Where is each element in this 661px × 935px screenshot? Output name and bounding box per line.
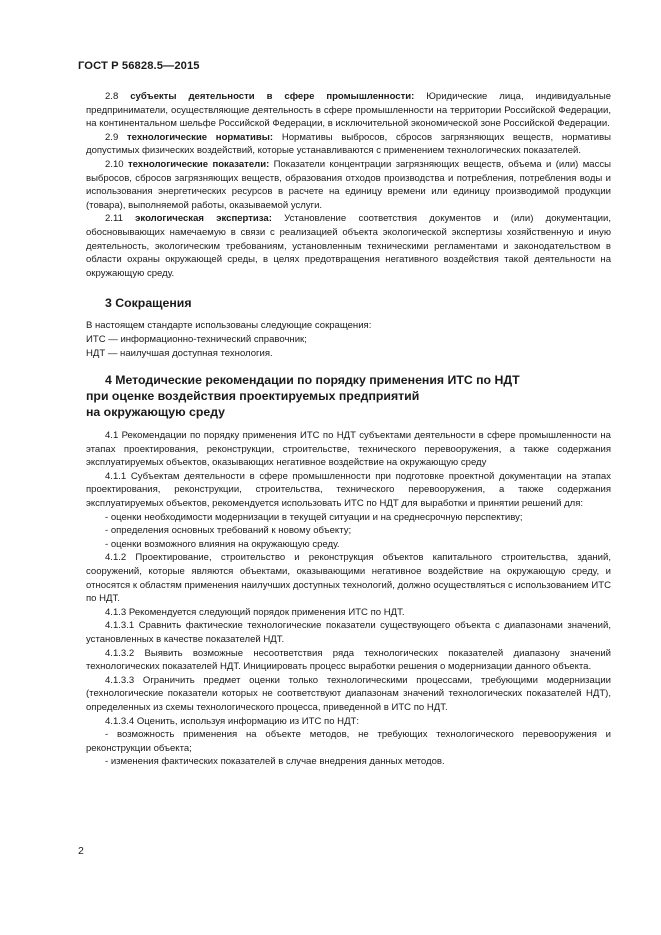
section-4-heading-line: на окружающую среду bbox=[86, 405, 226, 420]
document-body bbox=[86, 90, 611, 769]
definition-2-10: 2.10 технологические показатели: Показатели концентрации загрязняющих веществ, объема и (или) массы выбросов, сбросов загрязняющих веществ, образования отходов производства и потребления, потребления воды и использования энергетических ресурсов в расчете на единицу времени или единицу производимой продукции (товара), выполняемой работы, оказываемой услуги. bbox=[86, 158, 611, 211]
list-item: - возможность применения на объекте методов, не требующих технологического перевооружения и реконструкции объекта; bbox=[86, 729, 611, 754]
paragraph-4-1-3-2: 4.1.3.2 Выявить возможные несоответствия ряда технологических показателей диапазону значений технологических показателей НДТ. Инициировать процесс выработки решения о модернизации данного объекта. bbox=[86, 647, 611, 673]
paragraph-4-1: 4.1 Рекомендации по порядку применения ИТС по НДТ субъектами деятельности в сфере промышленности на этапах проектирования, реконструкции, строительстве, технического перевооружения, а также содержания эксплуатируемых объектов, оказывающих негативное воздействие на окружающую среду bbox=[86, 430, 611, 469]
paragraph-4-1-3-3: 4.1.3.3 Ограничить предмет оценки только технологическими процессами, требующими модернизации (технологические показатели которых не соответствуют диапазонам значений технологических показателей НДТ), определенных из схемы технологического процесса, приведенной в ИТС по НДТ. bbox=[86, 674, 611, 713]
section-4-heading-line: при оценке воздействия проектируемых предприятий bbox=[86, 389, 420, 404]
paragraph-4-1-1: 4.1.1 Субъектам деятельности в сфере промышленности при подготовке проектной документации на этапах проектирования, реконструкции, строительства, технического перевооружения, а также содержания эксплуатируемых объектов, рекомендуется использовать ИТС по НДТ для выработки и принятии решений для: bbox=[86, 470, 611, 510]
definition-2-9: 2.9 технологические нормативы: Нормативы выбросов, сбросов загрязняющих веществ, нормативы допустимых физических воздействий, которые устанавливаются с применением технологических показателей. bbox=[86, 131, 612, 157]
abbreviation-item: ИТС — информационно-технический справочник; bbox=[86, 333, 307, 345]
definition-2-11: 2.11 экологическая экспертиза: Установление соответствия документов и (или) документации, обосновывающих намечаемую в связи с реализацией объекта экологической экспертизы хозяйственную и иную деятельность, экологическим требованиям, установленным техническими регламентами и законодательством в области охраны окружающей среды, в целях предотвращения негативного воздействия такой деятельности на окружающую среду. bbox=[86, 213, 611, 279]
document-header: ГОСТ Р 56828.5—2015 bbox=[78, 60, 200, 72]
definition-2-8: 2.8 субъекты деятельности в сфере промышленности: Юридические лица, индивидуальные предприниматели, осуществляющие деятельность в сфере промышленности на территории Российской Федерации, на континентальном шельфе Российской Федерации, в исключительной экономической зоне Российской Федерации. bbox=[86, 91, 611, 130]
section-3-intro: В настоящем стандарте использованы следующие сокращения: bbox=[86, 320, 372, 332]
section-3-heading: 3 Сокращения bbox=[105, 296, 192, 311]
page-number: 2 bbox=[78, 845, 84, 857]
paragraph-4-1-3: 4.1.3 Рекомендуется следующий порядок применения ИТС по НДТ. bbox=[105, 606, 405, 618]
paragraph-4-1-2: 4.1.2 Проектирование, строительство и реконструкция объектов капитального строительства, зданий, сооружений, которые являются объектами, оказывающими негативное воздействие на окружающую среду, и относятся к областям применения наилучших доступных технологий, должно осуществляться с использованием ИТС по НДТ. bbox=[86, 552, 611, 605]
section-4-heading bbox=[86, 372, 611, 420]
section-4-heading-line: 4 Методические рекомендации по порядку применения ИТС по НДТ bbox=[105, 373, 520, 388]
abbreviation-item: НДТ — наилучшая доступная технология. bbox=[86, 347, 273, 359]
paragraph-4-1-3-1: 4.1.3.1 Сравнить фактические технологические показатели существующего объекта с диапазонами значений, установленных в качестве показателей НДТ. bbox=[86, 620, 611, 645]
list-item: - определения основных требований к новому объекту; bbox=[105, 525, 352, 537]
list-item: - оценки возможного влияния на окружающую среду. bbox=[105, 538, 340, 550]
list-item: - изменения фактических показателей в случае внедрения данных методов. bbox=[105, 756, 445, 768]
paragraph-4-1-3-4: 4.1.3.4 Оценить, используя информацию из ИТС по НДТ: bbox=[105, 715, 360, 727]
list-item: - оценки необходимости модернизации в текущей ситуации и на среднесрочную перспективу; bbox=[105, 511, 523, 523]
